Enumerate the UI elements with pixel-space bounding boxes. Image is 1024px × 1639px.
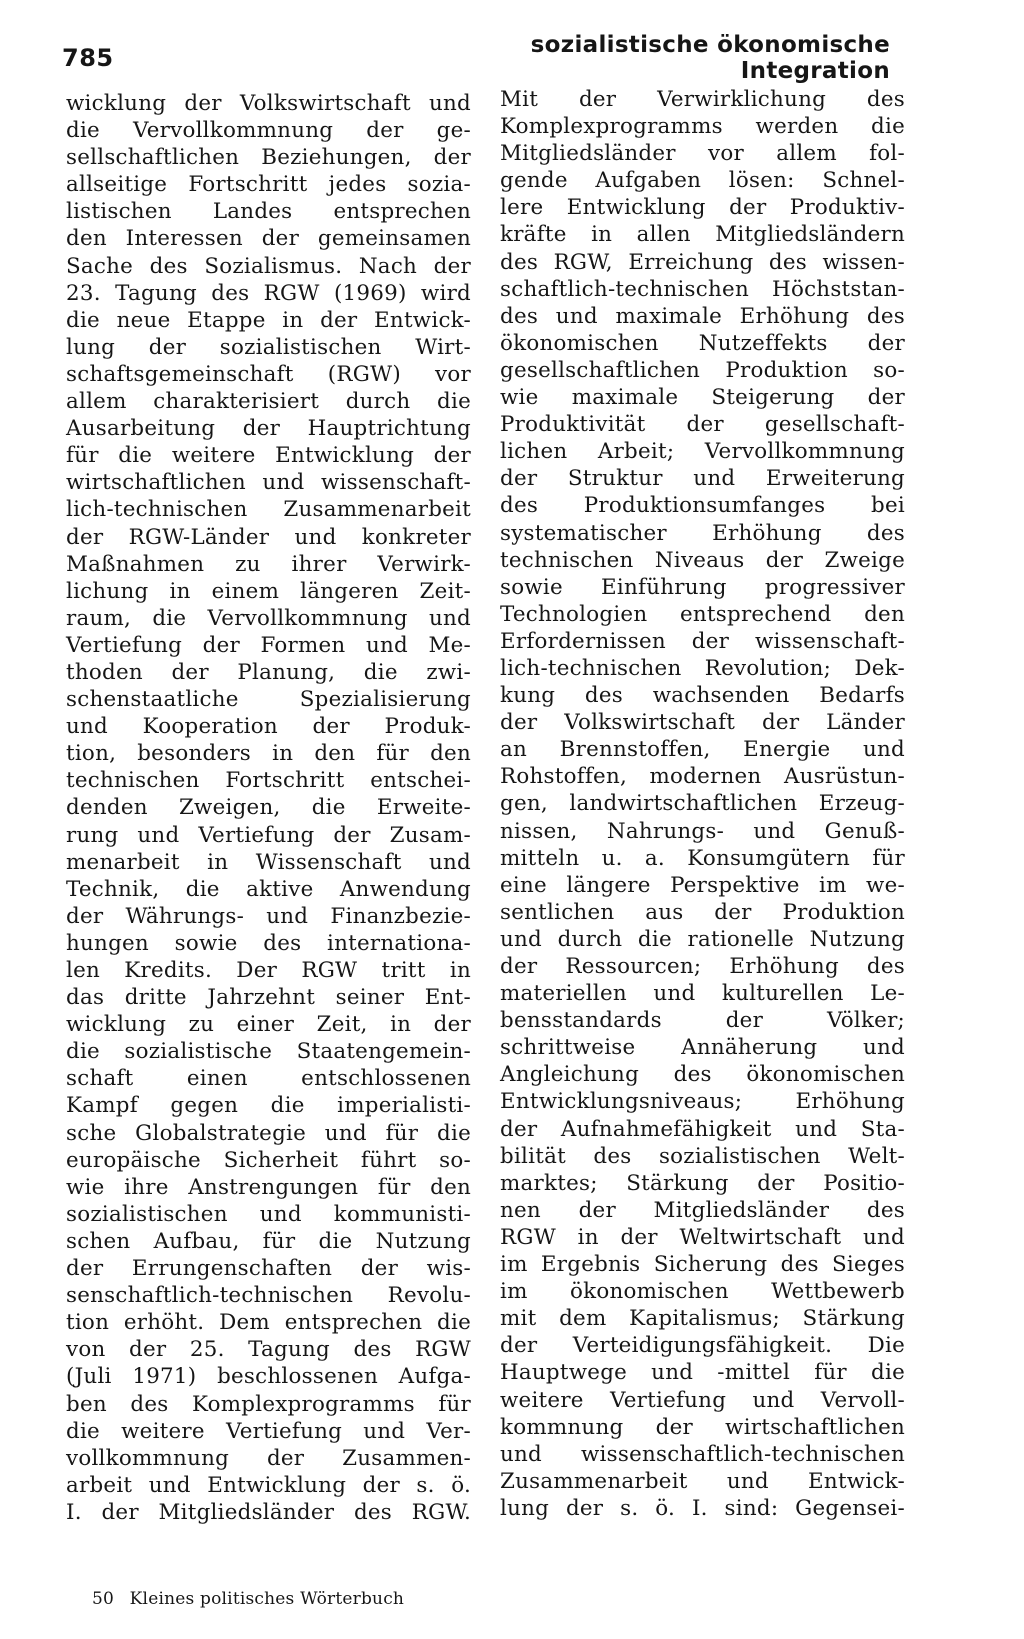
text-line: wicklung der Volkswirtschaft und — [66, 91, 471, 116]
text-line: gende Aufgaben lösen: Schnel- — [500, 168, 905, 194]
text-line: wirtschaftlichen und wissenschaft- — [66, 470, 471, 496]
text-line: die sozialistische Staatengemein- — [66, 1039, 471, 1065]
text-line: gesellschaftlichen Produktion so- — [500, 357, 905, 383]
text-line: Hauptwege und -mittel für die — [500, 1360, 905, 1386]
text-line: von der 25. Tagung des RGW — [66, 1337, 471, 1363]
text-line: bensstandards der Völker; — [500, 1008, 905, 1034]
text-line: wicklung zu einer Zeit, in der — [66, 1012, 471, 1038]
text-line: bilität des sozialistischen Welt- — [500, 1143, 905, 1169]
text-line: raum, die Vervollkommnung und — [66, 605, 471, 631]
text-line: europäische Sicherheit führt so- — [66, 1147, 471, 1173]
text-line: für die weitere Entwicklung der — [66, 443, 471, 469]
text-line: sche Globalstrategie und für die — [66, 1120, 471, 1146]
text-line: mitteln u. a. Konsumgütern für — [500, 845, 905, 871]
text-line: vollkommnung der Zusammen- — [66, 1445, 471, 1471]
text-line: der Ressourcen; Erhöhung des — [500, 954, 905, 979]
text-line: des RGW, Erreichung des wissen- — [500, 249, 905, 275]
text-line: lichen Arbeit; Vervollkommnung — [500, 439, 905, 465]
running-head: sozialistische ökonomische Integration — [530, 32, 890, 84]
text-line: kommnung der wirtschaftlichen — [500, 1414, 905, 1440]
text-line: das dritte Jahrzehnt seiner Ent- — [66, 985, 471, 1011]
text-line: arbeit und Entwicklung der s. ö. — [66, 1472, 471, 1498]
text-line: mit dem Kapitalismus; Stärkung — [500, 1306, 905, 1332]
text-line: Entwicklungsniveaus; Erhöhung — [500, 1089, 905, 1115]
text-line: lung der s. ö. I. sind: Gegensei- — [500, 1495, 905, 1521]
text-line: lichung in einem längeren Zeit- — [66, 578, 471, 604]
text-line: Sache des Sozialismus. Nach der — [66, 253, 471, 279]
text-line: sowie Einführung progressiver — [500, 574, 905, 600]
text-line: thoden der Planung, die zwi- — [66, 659, 471, 685]
text-line: RGW in der Weltwirtschaft und — [500, 1224, 905, 1250]
text-line: (Juli 1971) beschlossenen Aufga- — [66, 1364, 471, 1390]
page-number: 785 — [62, 44, 114, 72]
text-line: materiellen und kulturellen Le- — [500, 981, 905, 1007]
text-line: schenstaatliche Spezialisierung — [66, 687, 471, 713]
text-line: sellschaftlichen Beziehungen, der — [66, 145, 471, 171]
text-line: schrittweise Annäherung und — [500, 1035, 905, 1061]
text-line: der RGW-Länder und konkreter — [66, 524, 471, 550]
text-line: sentlichen aus der Produktion — [500, 899, 905, 925]
text-line: marktes; Stärkung der Positio- — [500, 1170, 905, 1196]
text-line: rung und Vertiefung der Zusam- — [66, 822, 471, 848]
text-line: denden Zweigen, die Erweite- — [66, 795, 471, 821]
text-line: ben des Komplexprogramms für — [66, 1391, 471, 1417]
text-line: menarbeit in Wissenschaft und — [66, 849, 471, 875]
text-line: und durch die rationelle Nutzung — [500, 926, 905, 952]
text-line: Zusammenarbeit und Entwick- — [500, 1468, 905, 1494]
text-line: I. der Mitgliedsländer des RGW. — [66, 1499, 471, 1525]
text-line: senschaftlich-technischen Revolu- — [66, 1283, 471, 1309]
text-line: des und maximale Erhöhung des — [500, 303, 905, 329]
text-line: tion erhöht. Dem entsprechen die — [66, 1310, 471, 1336]
text-line: und Kooperation der Produk- — [66, 714, 471, 740]
right-text-column — [500, 86, 905, 1522]
text-line: Rohstoffen, modernen Ausrüstun- — [500, 764, 905, 790]
text-line: wie ihre Anstrengungen für den — [66, 1174, 471, 1200]
footer-book-title: Kleines politisches Wörterbuch — [129, 1589, 405, 1609]
text-line: Kampf gegen die imperialisti- — [66, 1093, 471, 1119]
text-line: an Brennstoffen, Energie und — [500, 737, 905, 763]
text-line: die neue Etappe in der Entwick- — [66, 307, 471, 333]
text-line: Technologien entsprechend den — [500, 601, 905, 627]
text-line: weitere Vertiefung und Vervoll- — [500, 1387, 905, 1413]
footer-signature-number: 50 — [92, 1589, 115, 1609]
text-line: des Produktionsumfanges bei — [500, 493, 905, 519]
text-line: den Interessen der gemeinsamen — [66, 226, 471, 252]
text-line: schen Aufbau, für die Nutzung — [66, 1228, 471, 1254]
text-line: listischen Landes entsprechen — [66, 199, 471, 225]
text-line: Produktivität der gesellschaft- — [500, 412, 905, 438]
text-line: lich-technischen Revolution; Dek- — [500, 655, 905, 681]
text-line: die weitere Vertiefung und Ver- — [66, 1418, 471, 1444]
text-line: systematischer Erhöhung des — [500, 520, 905, 546]
left-text-column — [66, 90, 471, 1526]
text-line: lere Entwicklung der Produktiv- — [500, 195, 905, 221]
text-line: hungen sowie des internationa- — [66, 930, 471, 956]
text-line: len Kredits. Der RGW tritt in — [66, 958, 471, 983]
text-line: Ausarbeitung der Hauptrichtung — [66, 416, 471, 442]
text-line: gen, landwirtschaftlichen Erzeug- — [500, 791, 905, 817]
text-line: kräfte in allen Mitgliedsländern — [500, 222, 905, 248]
text-line: Maßnahmen zu ihrer Verwirk- — [66, 551, 471, 577]
text-line: schaftsgemeinschaft (RGW) vor — [66, 361, 471, 387]
text-line: Mit der Verwirklichung des — [500, 87, 905, 112]
text-line: technischen Niveaus der Zweige — [500, 547, 905, 573]
text-line: Mitgliedsländer vor allem fol- — [500, 141, 905, 167]
text-line: Technik, die aktive Anwendung — [66, 876, 471, 902]
page-footer — [92, 1589, 404, 1609]
text-line: wie maximale Steigerung der — [500, 385, 905, 411]
text-line: sozialistischen und kommunisti- — [66, 1201, 471, 1227]
text-line: im ökonomischen Wettbewerb — [500, 1279, 905, 1305]
text-line: der Struktur und Erweiterung — [500, 466, 905, 492]
text-line: Angleichung des ökonomischen — [500, 1062, 905, 1088]
text-line: schaft einen entschlossenen — [66, 1066, 471, 1092]
text-line: 23. Tagung des RGW (1969) wird — [66, 280, 471, 306]
text-line: im Ergebnis Sicherung des Sieges — [500, 1252, 905, 1278]
text-line: eine längere Perspektive im we- — [500, 872, 905, 898]
text-line: der Währungs- und Finanzbezie- — [66, 903, 471, 929]
text-line: der Errungenschaften der wis- — [66, 1256, 471, 1282]
text-line: allseitige Fortschritt jedes sozia- — [66, 172, 471, 198]
text-line: nen der Mitgliedsländer des — [500, 1197, 905, 1223]
text-line: lung der sozialistischen Wirt- — [66, 334, 471, 360]
text-line: kung des wachsenden Bedarfs — [500, 683, 905, 709]
text-line: der Verteidigungsfähigkeit. Die — [500, 1333, 905, 1359]
text-line: der Aufnahmefähigkeit und Sta- — [500, 1116, 905, 1142]
text-line: tion, besonders in den für den — [66, 741, 471, 767]
text-line: Komplexprogramms werden die — [500, 114, 905, 140]
text-line: nissen, Nahrungs- und Genuß- — [500, 818, 905, 844]
text-line: und wissenschaftlich-technischen — [500, 1441, 905, 1467]
text-line: lich-technischen Zusammenarbeit — [66, 497, 471, 523]
text-line: der Volkswirtschaft der Länder — [500, 710, 905, 736]
text-line: Vertiefung der Formen und Me- — [66, 632, 471, 658]
text-line: technischen Fortschritt entschei- — [66, 768, 471, 794]
text-line: ökonomischen Nutzeffekts der — [500, 330, 905, 356]
text-line: schaftlich-technischen Höchststan- — [500, 276, 905, 302]
text-line: Erfordernissen der wissenschaft- — [500, 628, 905, 654]
text-line: allem charakterisiert durch die — [66, 389, 471, 415]
text-line: die Vervollkommnung der ge- — [66, 118, 471, 144]
